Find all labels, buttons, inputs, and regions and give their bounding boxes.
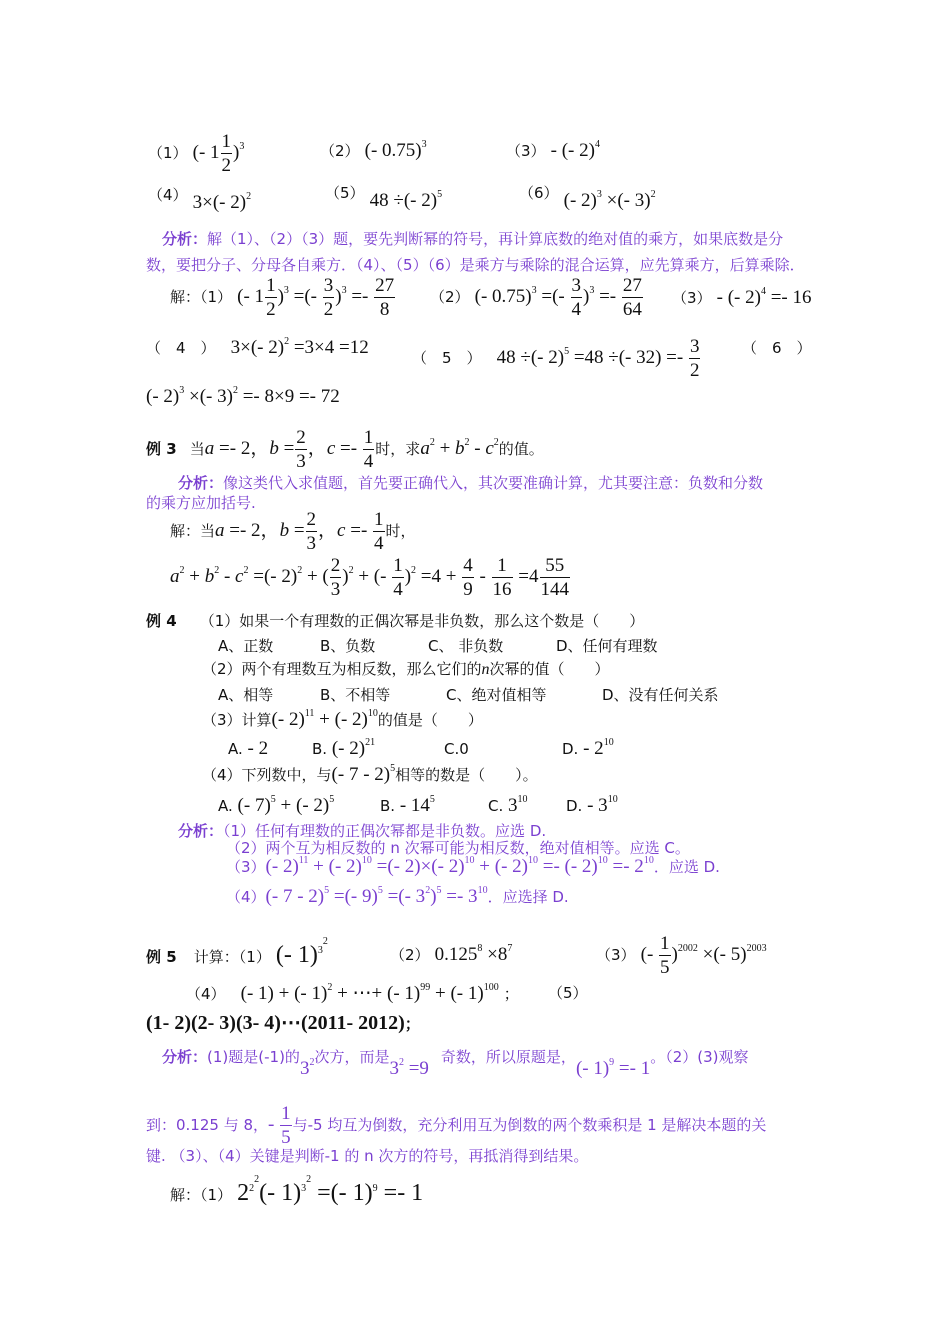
analysis-label: 分析： (162, 1048, 208, 1066)
problem-label: （1） (238, 948, 271, 966)
problem-label: （5） (325, 184, 365, 202)
problem-5 (325, 182, 443, 211)
example-text: 计算： (193, 948, 239, 966)
solution-label: 解：当 (170, 521, 216, 540)
expression: (- 2)$^3$ ×(- 3)$^2$ (563, 189, 656, 211)
question-text: （2）两个有理数互为相反数，那么它们的 (202, 660, 482, 678)
question-text: 相等的数是（ ）。 (395, 766, 538, 784)
option: B、负数 (320, 637, 376, 655)
option: D. - $3^{10}$ (566, 794, 618, 816)
option: D. - $2^{10}$ (562, 737, 614, 759)
problem-label: （1） (200, 287, 233, 306)
analysis-label: （3） (226, 858, 266, 876)
solution-row-1c (672, 287, 812, 309)
problem-label: （ 5 ） (412, 348, 482, 367)
problem-label: （6） (519, 184, 559, 202)
analysis-line-2: 数，要把分子、分母各自乘方．（4）、（5）（6）是乘方与乘除的混合运算，应先算乘方，后算乘除． (146, 256, 805, 274)
example-5 (146, 936, 328, 969)
example-4-q4 (202, 764, 538, 786)
analysis-ex3-line-1 (178, 472, 763, 493)
option-letter: A. (228, 740, 243, 758)
problem-label: （3） (506, 142, 546, 160)
option: A. (- 7)$^5$ + (- 2)$^5$ (218, 794, 335, 816)
problem-label: （ 6 ） (742, 339, 812, 357)
example-label: 例 3 (146, 439, 177, 458)
analysis-ex5-line-2 (146, 1104, 766, 1147)
example-3 (146, 428, 544, 471)
analysis-text: ．应选择 D. (487, 888, 569, 906)
solution-text: 时， (385, 521, 416, 540)
expression: $a^2 + b^2 - c^2$ (420, 436, 499, 459)
problem-label: （2） (430, 287, 470, 306)
expression: - (- 2)$^4$ (550, 139, 600, 161)
problem-3 (506, 140, 600, 162)
solution-label: 解： (170, 1186, 201, 1204)
expression: $0.125^8 \times 8^7$ (434, 943, 513, 965)
expression: (- 1 $\frac{1}{2}$ )$^3$ =(- $\frac{3}{2}$ )$^3$ =- $\frac{27}{8}$ (237, 275, 395, 320)
analysis-text: 奇数，所以原题是， (440, 1048, 576, 1066)
analysis-text: 像这类代入求值题，首先要正确代入，其次要准确计算，尤其要注意：负数和分数 (223, 474, 764, 492)
analysis-label: （4） (226, 888, 266, 906)
analysis-line-1 (162, 228, 783, 249)
example-5-p5-expression: (1- 2)(2- 3)(3- 4)⋯(2011- 2012)； (146, 1012, 420, 1034)
analysis-text: 与-5 均互为倒数，充分利用互为倒数的两个数乘积是 1 是解决本题的关 (292, 1115, 767, 1134)
solution-row-1b (430, 276, 644, 319)
example-4-q3 (202, 709, 483, 731)
option-letter: A. (218, 797, 233, 815)
expression: (- 0.75)$^3$ =(- $\frac{3}{4}$ )$^3$ =- $\frac{27}{64}$ (474, 275, 642, 320)
option: C、 非负数 (428, 637, 504, 655)
analysis-text: 次方，而是 (314, 1048, 390, 1066)
problem-label: （3） (672, 289, 712, 307)
analysis-text: (1)题是(-1)的 (207, 1048, 300, 1066)
expression: (- 1)$^9$ =- 1 (575, 1057, 651, 1079)
problem-label: （2） (320, 142, 360, 160)
example-4-q2: （2）两个有理数互为相反数，那么它们的n次幂的值（ ） (202, 660, 610, 678)
solution-ex3-line-2: $a^2 + b^2 - c^2$ =(- 2)$^2$ + ( $\frac{2}{3}$ )$^2$ + (- $\frac{1}{4}$ )$^2$ =4 + $\frac{4}{9}$ - $\frac{1}{16}$ =4 $\frac{55}{144}$ (170, 555, 569, 600)
option: C. $3^{10}$ (488, 794, 528, 816)
question-text: 的值是（ ） (377, 711, 483, 729)
option-letter: D. (562, 740, 579, 758)
analysis-text: 到：0.125 与 8， (146, 1115, 269, 1134)
solution-label: 解： (170, 287, 201, 306)
option: A、相等 (218, 686, 274, 704)
question-text: 次幂的值（ ） (489, 660, 610, 678)
analysis-ex3-line-2: 的乘方应加括号. (146, 494, 256, 512)
option: C.0 (444, 740, 469, 758)
expression: $3^2 =9$ (389, 1057, 429, 1079)
option-letter: B. (380, 797, 396, 815)
problem-label: （4） (148, 186, 188, 204)
expression: 48 ÷(- 2)$^5$ =48 ÷(- 32) =- $\frac{3}{2}$ (496, 336, 700, 381)
expression: - $\frac{1}{5}$ (268, 1103, 291, 1148)
option-letter: B. (312, 740, 328, 758)
example-5-p3 (596, 934, 767, 977)
expression: (- 0.75)$^3$ (364, 139, 427, 161)
solution-ex3-line-1 (170, 510, 416, 553)
problem-1 (148, 132, 244, 175)
analysis-text: ．应选 D. (653, 858, 720, 876)
ex4-q2-options (218, 684, 719, 705)
solution-row-2c (742, 337, 812, 358)
example-text: 的值。 (498, 439, 544, 458)
expression: (- $\frac{1}{5}$ )$^{2002}$ ×(- 5)$^{2003}$ (640, 933, 767, 978)
example-text: 时，求 (375, 439, 421, 458)
option: A. - 2 (228, 738, 269, 759)
analysis-label: 分析： (178, 822, 224, 840)
example-5-p4 (186, 982, 519, 1005)
problem-label: （2） (390, 946, 430, 964)
problem-label: （1） (200, 1186, 233, 1204)
expression: (- 1 $\frac{1}{2}$ )$^3$ (192, 131, 245, 176)
analysis-ex4-line-4 (226, 886, 569, 908)
option: A、正数 (218, 637, 274, 655)
analysis-ex4-line-2: （2）两个互为相反数的 n 次幂可能为相反数，绝对值相等。应选 C。 (226, 839, 690, 857)
solution-6-expression: (- 2)$^3$ ×(- 3)$^2$ =- 8×9 =- 72 (146, 385, 340, 407)
example-5-p5 (548, 982, 588, 1003)
punctuation: ； (503, 985, 519, 1003)
analysis-text: （1）任何有理数的正偶次幂都是非负数。应选 D. (223, 822, 547, 840)
expression: 3×(- 2)$^2$ (192, 191, 252, 213)
analysis-text: 解（1）、（2）（3）题，要先判断幂的符号，再计算底数的绝对值的乘方，如果底数是分 (207, 230, 784, 248)
problem-6 (519, 182, 656, 211)
expression: $2^{2^2}(-$ 1)$^{3^2}$ =(- 1)$^9$ =- 1 (237, 1174, 424, 1206)
expression: (- 1) + (- 1)$^2$ + ⋯+ (- 1)$^{99}$ + (- 1)$^{100}$ (240, 982, 499, 1004)
problem-label: （3） (596, 945, 636, 964)
solution-ex5 (170, 1174, 424, 1207)
analysis-label: 分析： (178, 474, 224, 492)
expression: a =- 2，b = $\frac{2}{3}$ ，c =- $\frac{1}{4}$ (215, 509, 384, 554)
problem-label: （1） (148, 143, 188, 162)
problem-2 (320, 140, 427, 162)
problem-label: （4） (186, 985, 226, 1003)
expression: - (- 2)$^4$ =- 16 (716, 286, 812, 308)
option: B. (- 2)$^{21}$ (312, 737, 376, 759)
example-label: 例 5 (146, 948, 177, 966)
option-letter: D. (566, 797, 583, 815)
question-text: （3）计算 (202, 711, 272, 729)
example-5-p2 (390, 944, 512, 966)
analysis-label: 分析： (162, 230, 208, 248)
option: B. - $14^5$ (380, 794, 435, 816)
ex4-q3-options (228, 738, 614, 760)
analysis-ex5-line-3: 键. （3）、（4）关键是判断-1 的 n 次方的符号，再抵消得到结果。 (146, 1147, 589, 1165)
option: D、没有任何关系 (602, 686, 719, 704)
analysis-text: 。（2）(3)观察 (650, 1048, 749, 1066)
question-text: （1）如果一个有理数的正偶次幂是非负数，那么这个数是（ ） (199, 612, 645, 630)
analysis-ex4-line-3 (226, 856, 720, 878)
expression: (- 1)$^{3^2}$ (275, 936, 328, 968)
example-label: 例 4 (146, 612, 177, 630)
option: B、不相等 (320, 686, 391, 704)
expression: 48 ÷(- 2)$^5$ (369, 189, 443, 211)
ex4-q4-options (218, 795, 618, 817)
question-text: （4）下列数中，与 (202, 766, 332, 784)
punctuation: ； (404, 1015, 420, 1033)
solution-row-2 (146, 337, 369, 359)
example-text: 当 (189, 439, 205, 458)
expression: (- 2)$^{11}$ + (- 2)$^{10}$ (271, 708, 378, 730)
expression: a =- 2，b = $\frac{2}{3}$ ，c =- $\frac{1}{4}$ (204, 427, 374, 472)
problem-label: （5） (548, 984, 588, 1002)
solution-row-1 (170, 276, 396, 319)
problem-label: （ 4 ） (146, 339, 216, 357)
solution-row-2b (412, 337, 701, 380)
expression: 3×(- 2)$^2$ =3×4 =12 (230, 336, 369, 358)
problem-4 (148, 184, 252, 213)
ex4-q1-options (218, 635, 658, 656)
option: D、任何有理数 (556, 637, 658, 655)
option: C、绝对值相等 (446, 686, 547, 704)
example-4-q1 (146, 610, 644, 631)
analysis-ex5-line-1 (162, 1046, 749, 1079)
option-letter: C. (488, 797, 504, 815)
expression: $3^2$ (299, 1057, 315, 1079)
expression: (- 7 - 2)$^5$ =(- 9)$^5$ =(- $3^2)^5 =- 3^{10}$ (265, 885, 488, 907)
expression: (- 2)$^{11}$ + (- 2)$^{10}$ =(- 2)×(- 2)$^{10}$ + (- 2)$^{10}$ =- (- $2)^{10} =- 2^{10}$ (265, 855, 654, 877)
expression: (- 7 - 2)$^5$ (331, 763, 396, 785)
